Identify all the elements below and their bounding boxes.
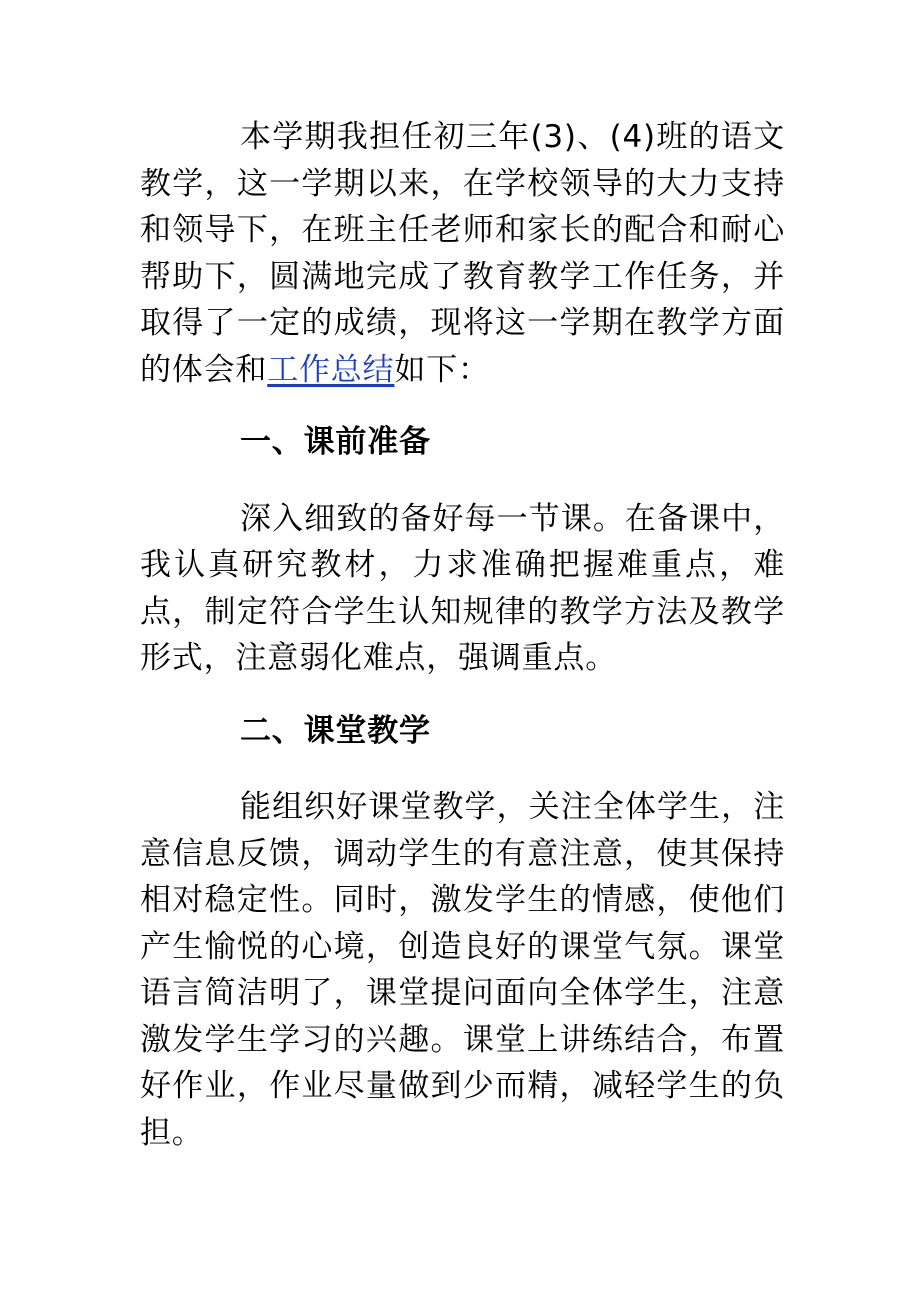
- document-page: [140, 114, 785, 1156]
- section-body-classroom-teaching: 能组织好课堂教学，关注全体学生，注意信息反馈，调动学生的有意注意，使其保持相对稳定性。同时，激发学生的情感，使他们产生愉悦的心境，创造良好的课堂气氛。课堂语言简洁明了，课堂提问面向全体学生，注意激发学生学习的兴趣。课堂上讲练结合，布置好作业，作业尽量做到少而精，减轻学生的负担。: [140, 789, 785, 1151]
- work-summary-link[interactable]: 工作总结: [267, 351, 395, 388]
- section-heading-lesson-prep: 一、课前准备: [240, 424, 431, 460]
- section-heading-classroom-teaching: 二、课堂教学: [240, 712, 431, 749]
- intro-text: 本学期我担任初三年(3)、(4)班的语文教学，这一学期以来，在学校领导的大力支持和领导下，在班主任老师和家长的配合和耐心帮助下，圆满地完成了教育教学工作任务，并取得了一定的成绩，现将这一学期在教学方面的体会和: [140, 119, 785, 388]
- section-body-lesson-prep: 深入细致的备好每一节课。在备课中，我认真研究教材，力求准确把握难重点，难点，制定符合学生认知规律的教学方法及教学形式，注意弱化难点，强调重点。: [140, 500, 785, 676]
- intro-paragraph: [140, 114, 785, 393]
- intro-text-end: 如下：: [394, 351, 490, 388]
